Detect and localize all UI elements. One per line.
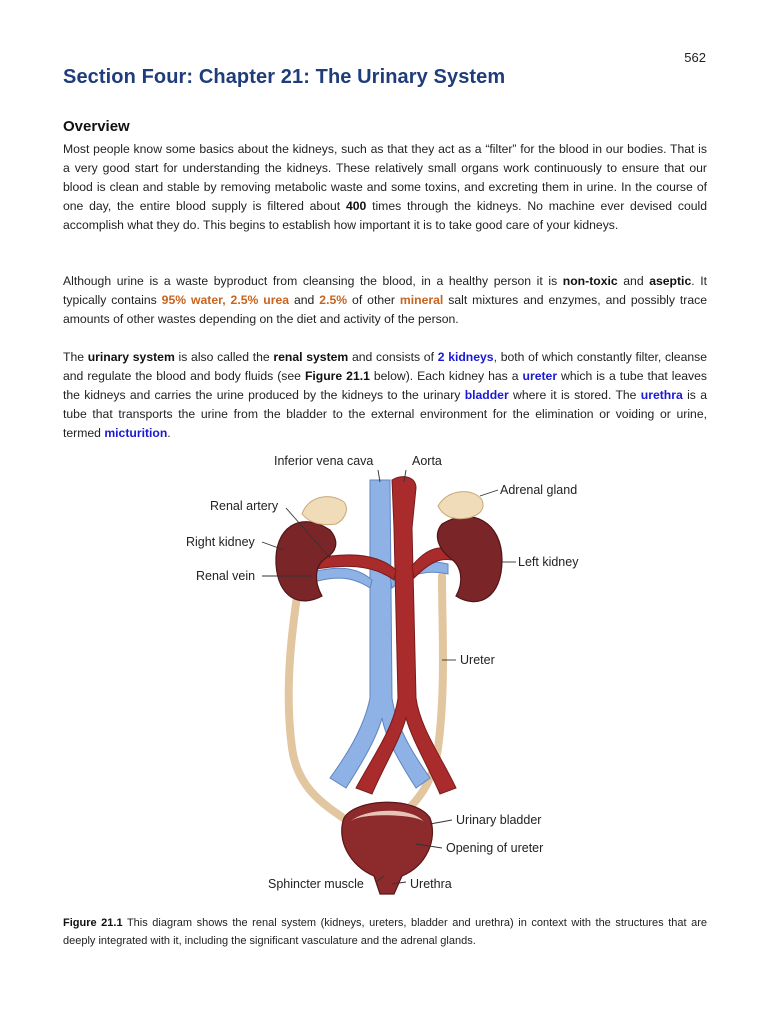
overview-heading: Overview (63, 118, 130, 135)
label-ureter: Ureter (460, 653, 495, 667)
label-aorta: Aorta (412, 454, 442, 468)
label-adrenal-gland: Adrenal gland (500, 483, 578, 497)
leader-adrenal-gland (480, 490, 498, 496)
figure-caption: Figure 21.1 This diagram shows the renal system (kidneys, ureters, bladder and urethra) in context with the structures that are deeply integrated with it, including the significant vasculature and the adrenal glands. (63, 917, 708, 947)
chapter-title: Section Four: Chapter 21: The Urinary System (63, 66, 506, 88)
label-urethra: Urethra (410, 877, 452, 891)
urinary-system-figure (180, 448, 600, 898)
overview-paragraph: Most people know some basics about the kidneys, such as that they act as a “filter” for the blood in our bodies. That is a very good start for understanding the kidneys. These relatively small organs work continuously to ensure that our blood is clean and stable by removing metabolic waste and some toxins, and excreting them in urine. In the course of one day, the entire blood supply is filtered about 400 times through the kidneys. No machine ever devised could accomplish what they do. This begins to establish how important it is to take good care of your kidneys. (63, 142, 707, 232)
urine-paragraph: Although urine is a waste byproduct from cleansing the blood, in a healthy person it is non-toxic and aseptic. It typically contains 95% water, 2.5% urea and 2.5% of other mineral salt mixtures and enzymes, and possibly trace amounts of other wastes depending on the diet and activity of the person. (63, 274, 708, 326)
label-inferior-vena-cava: Inferior vena cava (274, 454, 374, 468)
page-number: 562 (684, 50, 706, 65)
leader-urinary-bladder (430, 820, 452, 824)
label-left-kidney: Left kidney (518, 555, 579, 569)
label-right-kidney: Right kidney (186, 535, 255, 549)
label-opening-of-ureter: Opening of ureter (446, 841, 544, 855)
right-ureter (289, 576, 358, 828)
label-sphincter-muscle: Sphincter muscle (268, 877, 364, 891)
right-renal-vein (312, 568, 372, 588)
urinary-system-diagram (180, 448, 600, 898)
label-renal-vein: Renal vein (196, 569, 256, 583)
right-adrenal-gland (302, 497, 346, 525)
label-renal-artery: Renal artery (210, 499, 279, 513)
label-urinary-bladder: Urinary bladder (456, 813, 542, 827)
left-adrenal-gland (438, 492, 483, 519)
renal-system-paragraph: The urinary system is also called the renal system and consists of 2 kidneys, both of which constantly filter, cleanse and regulate the blood and body fluids (see Figure 21.1 below). Each kidney has a ureter which is a tube that leaves the kidneys and carries the urine produced by the kidneys to the urinary bladder where it is stored. The urethra is a tube that transports the urine from the bladder to the external environment for the elimination or voiding or urine, termed micturition. (63, 350, 707, 440)
